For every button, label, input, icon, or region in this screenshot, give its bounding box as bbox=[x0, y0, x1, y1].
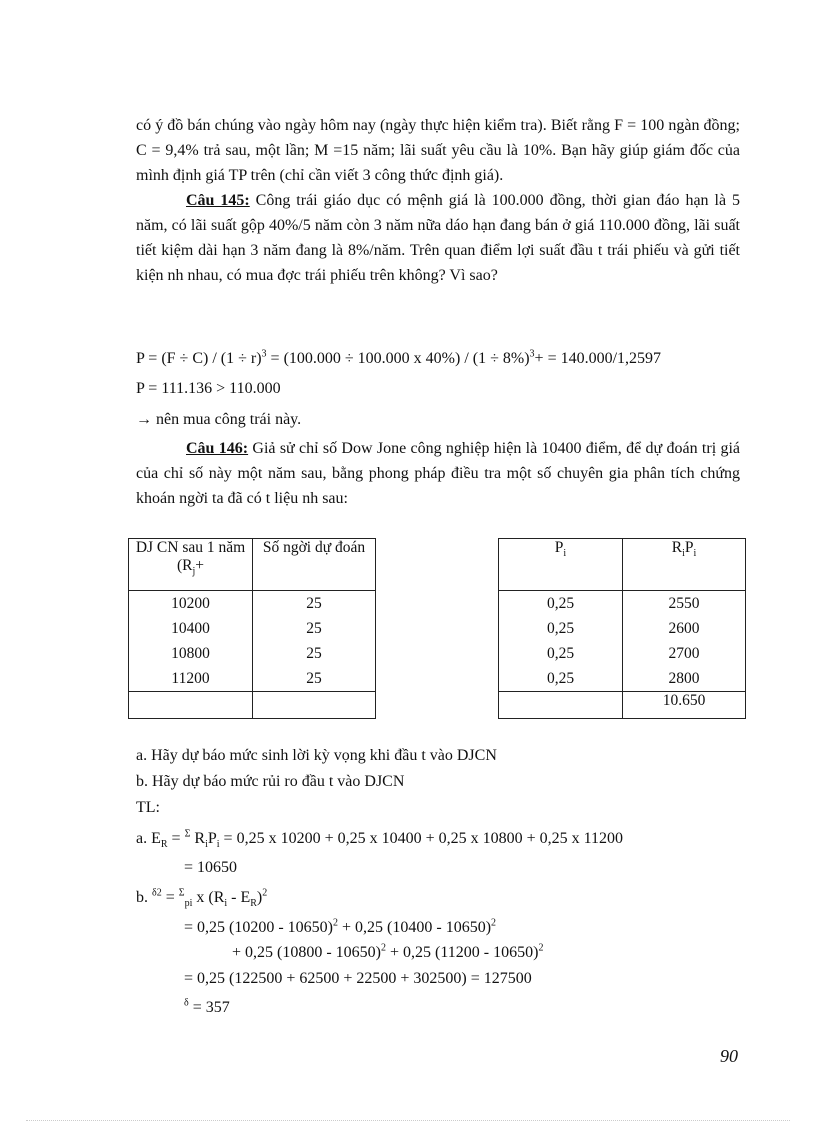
question-146-label: Câu 146: bbox=[186, 440, 249, 457]
table-forecast bbox=[128, 538, 376, 719]
table-header-p: $P_i$ bbox=[499, 539, 623, 591]
answer-label: TL: bbox=[136, 799, 160, 816]
page-number: 90 bbox=[720, 1046, 738, 1066]
table-total: 10.650 bbox=[623, 692, 746, 719]
answer-a-result: = 10650 bbox=[184, 859, 238, 876]
formula-price: $P = (F \div C) / (1 \div r)^3 = (100.000 \div 100.000$ x $40\%) / (1 \div 8\%)^3+ = 140.000/1,2597$ bbox=[136, 348, 662, 367]
delta-symbol: δ2 bbox=[152, 887, 162, 899]
body-text bbox=[136, 113, 740, 288]
table-probability bbox=[498, 538, 746, 719]
table-col-rp: 2550 2600 2700 2800 bbox=[623, 591, 746, 692]
table-col-count: 25 25 25 25 bbox=[253, 591, 376, 692]
question-146-text: Giả sử chỉ số Dow Jone công nghiệp hiện là 10400 điểm, để dự đoán trị giá của chỉ số này một năm sau, bằng phong pháp điều tra một số chuyên gia phân tích chứng khoán ngời ta đã có t liệu nh sau: bbox=[136, 440, 740, 507]
table-header-rp: $R_iP_i$ bbox=[623, 539, 746, 591]
sigma-symbol: Σ bbox=[184, 828, 191, 840]
question-b: b. Hãy dự báo mức rủi ro đầu t vào DJCN bbox=[136, 773, 405, 790]
paragraph-intro: có ý đồ bán chúng vào ngày hôm nay (ngày thực hiện kiểm tra). Biết rằng F = 100 ngàn đồng; C = 9,4% trả sau, một lần; M =15 năm; lãi suất yêu cầu là 10%. Bạn hãy giúp giám đốc của mình định giá TP trên (chỉ cần viết 3 công thức định giá). bbox=[136, 117, 740, 184]
table-header-dj: DJ CN sau 1 năm ($R_j+$ bbox=[129, 539, 253, 591]
page-footer-divider bbox=[26, 1120, 790, 1121]
answer-a: a. $E_R = ^\Sigma$ $R_iP_i = 0,25$ x 10200 + 0,25 x 10400 + 0,25 x 10800 + 0,25 x 11200 bbox=[136, 828, 624, 851]
answer-b-line2: = 0,25 (10200 - 10650)$^2$ + 0,25 (10400 - 10650)$^2$ bbox=[184, 917, 497, 936]
question-a: a. Hãy dự báo mức sinh lời kỳ vọng khi đầu t vào DJCN bbox=[136, 747, 497, 764]
question-146-block bbox=[136, 436, 740, 511]
question-145-text: Công trái giáo dục có mệnh giá là 100.000 đồng, thời gian đáo hạn là 5 năm, có lãi suất gộp 40%/5 năm còn 3 năm nữa dáo hạn đang bán ở giá 110.000 đồng, lãi suất tiết kiệm dài hạn 3 năm đang là 8%/năm. Trên quan điểm lợi suất đầu t trái phiếu và gửi tiết kiện nh nhau, có mua đợc trái phiếu trên không? Vì sao? bbox=[136, 192, 741, 284]
question-145-label: Câu 145: bbox=[186, 192, 250, 209]
answer-b-line5: $^\delta$ = 357 bbox=[184, 997, 230, 1016]
answer-b-line4: = 0,25 (122500 + 62500 + 22500 + 302500) = 127500 bbox=[184, 970, 532, 987]
arrow-icon: → bbox=[136, 411, 152, 428]
table-header-count: Số ngời dự đoán bbox=[253, 539, 376, 591]
table-col-dj: 10200 10400 10800 11200 bbox=[129, 591, 253, 692]
question-145 bbox=[136, 188, 740, 288]
question-146 bbox=[136, 436, 740, 511]
table-col-p: 0,25 0,25 0,25 0,25 bbox=[499, 591, 623, 692]
formula-result: P = 111.136 > 110.000 bbox=[136, 380, 281, 397]
conclusion: → nên mua công trái này. bbox=[136, 411, 302, 428]
answer-b-line3: + 0,25 (10800 - 10650)$^2$ + 0,25 (11200 - 10650)$^2$ bbox=[232, 942, 544, 961]
answer-b: b. $^{\delta 2}$ = $^\Sigma_{pi}$ x $(R_i - E_R)^2$ bbox=[136, 887, 268, 910]
